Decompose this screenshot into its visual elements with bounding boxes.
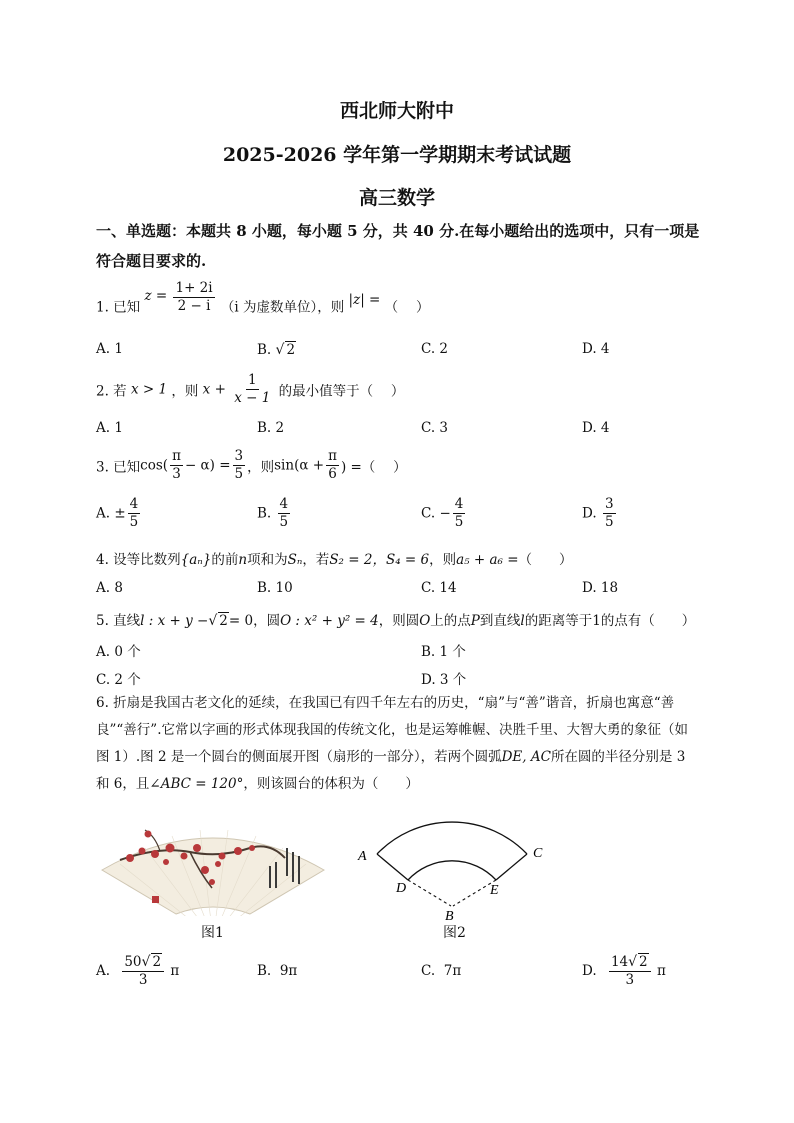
- school-title: 西北师大附中: [339, 100, 454, 122]
- q6-d-frac: [609, 953, 651, 989]
- sector-diagram: [352, 804, 552, 924]
- q6-arcs: DE, AC: [501, 749, 551, 765]
- q6-line-3b: 所在圆的半径分别是 3: [550, 749, 686, 765]
- q3-b-frac: [278, 496, 291, 531]
- q6-c-label: C.: [421, 963, 436, 979]
- q3-sin: sin(α +: [274, 457, 325, 474]
- q6-line-3: [96, 744, 708, 771]
- point-e-label: E: [490, 883, 499, 898]
- q1-prefix: 1. 已知: [96, 299, 141, 316]
- q6-line-4b: ，则该圆台的体积为（ ）: [243, 776, 419, 792]
- q6-d-num: 14: [610, 954, 629, 970]
- q5-text-a: 5. 直线: [96, 613, 141, 629]
- q2-expr: x +: [202, 381, 226, 398]
- q6-b-label: B.: [257, 963, 272, 979]
- q6-option-d: [582, 953, 666, 989]
- q1-option-d: D. 4: [582, 341, 610, 357]
- q3-cos-mid: − α) =: [184, 457, 231, 474]
- q2-fraction: [232, 372, 272, 407]
- q4-text-a: 4. 设等比数列: [96, 552, 181, 568]
- q3-val-den: 5: [234, 466, 244, 482]
- q4-paren: （ ）: [518, 552, 573, 568]
- point-d-label: D: [396, 881, 407, 896]
- q5-p: P: [470, 613, 480, 629]
- q3-option-a: [96, 496, 142, 531]
- q3-then: ，则: [247, 459, 275, 476]
- q3-prefix: 3. 已知: [96, 459, 141, 476]
- fan-painting-figure: [100, 818, 326, 916]
- q4-option-a: A. 8: [96, 580, 123, 596]
- q6-b-value: 9π: [279, 963, 298, 979]
- q4-text-d: ，若: [302, 552, 330, 568]
- q1-option-b: [257, 341, 296, 358]
- q6-a-num-wrap: [122, 953, 164, 972]
- q1-fraction: [173, 280, 214, 315]
- q2-tail: 的最小值等于（ ）: [278, 383, 405, 400]
- q1-option-b-radicand: 2: [286, 342, 296, 358]
- q6-a-label: A.: [96, 963, 111, 979]
- q3-option-c: [421, 496, 467, 531]
- q3-spi-num: π: [328, 448, 337, 464]
- q1-tail: （i 为虚数单位），则: [220, 299, 345, 316]
- q6-line-4a: 和 6，且: [96, 776, 150, 792]
- point-c-label: C: [533, 846, 543, 861]
- q3-b-den: 5: [279, 514, 289, 530]
- q6-option-b: [257, 963, 297, 979]
- question-3: [96, 448, 407, 483]
- q6-line-2: 良”“善行”.它常以字画的形式体现我国的传统文化，也是运筹帷幄、决胜千里、大智大勇的象征（如: [96, 722, 688, 738]
- q3-a-label: A.: [96, 505, 111, 522]
- q2-then: ，则: [171, 383, 199, 400]
- q6-d-pi: π: [656, 963, 666, 979]
- q3-pi-num: π: [172, 448, 181, 464]
- q3-c-label: C.: [421, 505, 436, 522]
- subject-title: 高三数学: [358, 187, 435, 209]
- q1-option-b-label: B.: [257, 342, 272, 358]
- q3-d-label: D.: [582, 505, 597, 522]
- q3-cos: cos(: [140, 457, 169, 474]
- q4-text-c: 项和为: [247, 552, 288, 568]
- q3-c-sign: −: [439, 505, 451, 522]
- q5-text-f: 的距离等于: [524, 613, 593, 629]
- sqrt-symbol-icon: √: [628, 954, 638, 970]
- q6-c-value: 7π: [443, 963, 462, 979]
- q2-prefix: 2. 若: [96, 383, 127, 400]
- q1-den: 2 − i: [177, 298, 211, 314]
- q3-val-num: 3: [234, 448, 244, 464]
- sqrt-symbol-icon: √: [275, 342, 285, 358]
- point-b-label: B: [445, 909, 454, 924]
- q5-l: l: [520, 613, 525, 629]
- q3-frac-value: [233, 448, 246, 483]
- q5-text-b: ，圆: [253, 613, 281, 629]
- q5-option-a: A. 0 个: [96, 644, 141, 660]
- q2-den: x − 1: [234, 390, 271, 406]
- q2-option-d: D. 4: [582, 420, 610, 436]
- q5-circle: O : x² + y² = 4: [280, 613, 379, 629]
- q5-one: 1: [592, 613, 601, 629]
- q6-d-den: 3: [625, 972, 635, 988]
- q1-option-a: A. 1: [96, 341, 123, 357]
- q6-d-radicand: 2: [639, 954, 648, 970]
- q4-text-b: 的前: [211, 552, 239, 568]
- q5-line-end: = 0: [228, 613, 254, 629]
- question-2: [96, 372, 404, 407]
- sqrt-symbol-icon: √: [141, 954, 151, 970]
- q5-text-e: 到直线: [479, 613, 521, 629]
- q6-a-den: 3: [138, 972, 148, 988]
- q3-b-label: B.: [257, 505, 272, 522]
- q3-pi-den: 3: [172, 466, 181, 482]
- q3-option-d: [582, 496, 618, 531]
- q3-d-frac: [603, 496, 616, 531]
- q3-a-sign: ±: [114, 505, 126, 522]
- q1-zeq: z =: [144, 287, 168, 304]
- figure-1-label: 图1: [201, 925, 224, 941]
- q3-c-frac: [453, 496, 466, 531]
- q4-n: n: [238, 552, 248, 568]
- q3-sin-end: ) =（ ）: [340, 459, 407, 476]
- q5-option-b: B. 1 个: [421, 644, 466, 660]
- q2-option-b: B. 2: [257, 420, 285, 436]
- q5-option-c: C. 2 个: [96, 672, 141, 688]
- q6-option-a: [96, 953, 179, 989]
- q2-num: 1: [247, 372, 257, 388]
- q4-seq: {aₙ}: [180, 552, 212, 568]
- q6-line-1: 6. 折扇是我国古老文化的延续，在我国已有四千年左右的历史，“扇”与“善”谐音，折扇也寓意“善: [96, 695, 675, 711]
- question-1: [96, 280, 430, 323]
- q3-b-num: 4: [279, 496, 289, 512]
- q6-d-label: D.: [582, 963, 597, 979]
- q2-condition: x > 1: [130, 381, 168, 398]
- q4-text-e: ，则: [429, 552, 457, 568]
- q2-option-a: A. 1: [96, 420, 123, 436]
- question-5: [96, 609, 695, 629]
- q6-d-num-wrap: [609, 953, 651, 972]
- q3-a-den: 5: [129, 514, 139, 530]
- q5-o: O: [419, 613, 431, 629]
- q3-d-den: 5: [604, 514, 614, 530]
- figure-2-label: 图2: [443, 925, 466, 941]
- q4-option-d: D. 18: [582, 580, 619, 596]
- question-6: [96, 690, 708, 798]
- q5-line: l : x + y −: [140, 613, 209, 629]
- q3-option-b: [257, 496, 292, 531]
- q5-text-c: ，则圆: [378, 613, 420, 629]
- q3-a-num: 4: [129, 496, 139, 512]
- q6-line-3a: 图 1）.图 2 是一个圆台的侧面展开图（扇形的一部分），若两个圆弧: [96, 749, 502, 765]
- q1-absz: |z| =: [348, 291, 381, 308]
- q4-sn: Sₙ: [287, 552, 303, 568]
- q3-frac-pi3: [170, 448, 183, 483]
- q5-text-g: 的点有（ ）: [600, 613, 696, 629]
- q1-num: 1+ 2i: [175, 280, 213, 296]
- q5-radicand: 2: [219, 613, 228, 629]
- q3-spi-den: 6: [328, 466, 337, 482]
- q3-c-num: 4: [454, 496, 464, 512]
- q3-frac-pi6: [326, 448, 339, 483]
- exam-title: 2025-2026 学年第一学期期末考试试题: [222, 144, 572, 166]
- q3-a-frac: [128, 496, 141, 531]
- q5-option-d: D. 3 个: [421, 672, 467, 688]
- q4-option-b: B. 10: [257, 580, 293, 596]
- q6-option-c: [421, 963, 461, 979]
- q4-option-c: C. 14: [421, 580, 457, 596]
- q6-line-4: [96, 771, 708, 798]
- q6-angle: ∠ABC = 120°: [149, 776, 244, 792]
- q6-a-radicand: 2: [152, 954, 162, 970]
- q3-d-num: 3: [604, 496, 614, 512]
- q1-option-c: C. 2: [421, 341, 449, 357]
- q6-a-pi: π: [170, 963, 180, 979]
- q6-a-frac: [122, 953, 164, 989]
- q2-option-c: C. 3: [421, 420, 449, 436]
- section-heading: 一、单选题：本题共 8 小题，每小题 5 分，共 40 分.在每小题给出的选项中，只有一项是符合题目要求的.: [96, 222, 700, 270]
- point-a-label: A: [358, 849, 367, 864]
- question-4: [96, 548, 573, 568]
- q3-c-den: 5: [454, 514, 464, 530]
- q6-a-num: 50: [124, 954, 142, 970]
- q1-paren: （ ）: [384, 299, 430, 316]
- q4-s-values: S₂ = 2，S₄ = 6: [329, 552, 430, 568]
- sqrt-symbol-icon: √: [208, 613, 218, 629]
- q4-sum: a₅ + a₆ =: [456, 552, 519, 568]
- q5-text-d: 上的点: [430, 613, 471, 629]
